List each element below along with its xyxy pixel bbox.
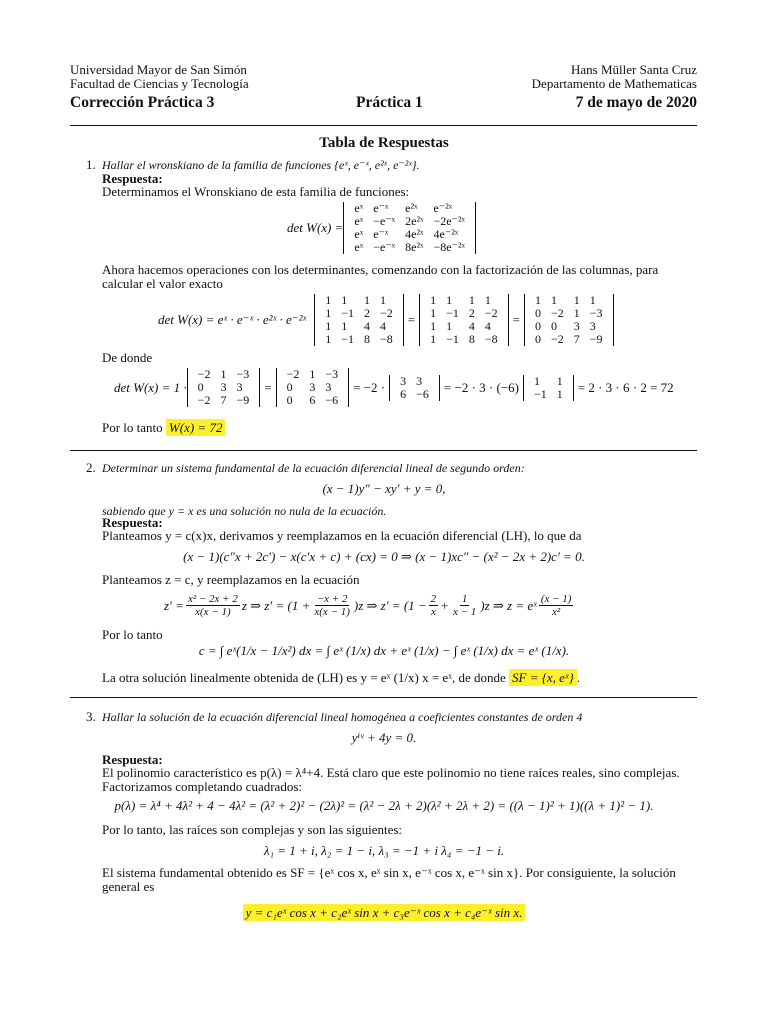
- matrix-cell: 7: [573, 332, 580, 346]
- matrix-cell: 0: [535, 306, 541, 320]
- q2-z-part-b: z ⇒ z′ = (1 +: [241, 597, 311, 613]
- matrix-cell: 2e²ˣ: [405, 214, 424, 228]
- q1-det-label: det W(x) =: [287, 220, 344, 235]
- matrix-cell: 2: [468, 306, 475, 320]
- q1-matrix-d: [187, 368, 261, 407]
- q2-z-frac1: [186, 593, 240, 618]
- q2-z-frac1-den: x(x − 1): [195, 606, 231, 618]
- q2-equation: (x − 1)y″ − xy′ + y = 0,: [322, 481, 446, 496]
- matrix-cell: 4: [484, 319, 491, 333]
- matrix-cell: 8e²ˣ: [405, 240, 424, 254]
- q1-matrix-a: [314, 294, 404, 346]
- q1-rule: [70, 450, 697, 451]
- matrix-cell: 1: [430, 293, 437, 307]
- matrix-cell: 4e⁻²ˣ: [433, 227, 459, 241]
- q3-prompt: Hallar la solución de la ecuación diferencial lineal homogénea a coeficientes constantes de orden 4: [102, 710, 583, 724]
- matrix-cell: 1: [430, 306, 437, 320]
- matrix-cell: 3: [309, 380, 316, 394]
- q1-line4: De donde: [102, 350, 153, 365]
- q2-number: 2.: [86, 460, 96, 475]
- q1-wronski-row: [287, 202, 476, 254]
- date: 7 de mayo de 2020: [575, 94, 697, 111]
- q3-roots: λ₁ = 1 + i, λ₂ = 1 − i, λ₃ = −1 + i λ₄ = −1 − i.: [263, 843, 505, 858]
- matrix-cell: 1: [535, 293, 541, 307]
- q1-coef1: = −2 ·: [353, 379, 386, 395]
- matrix-cell: −2: [551, 306, 564, 320]
- doc-title: Tabla de Respuestas: [319, 135, 449, 151]
- matrix-cell: −e⁻ˣ: [373, 214, 396, 228]
- matrix-cell: 1: [573, 306, 580, 320]
- q1-conclusion-prefix: Por lo tanto: [102, 420, 163, 435]
- q2-final: [102, 670, 580, 686]
- matrix-cell: 1: [468, 293, 475, 307]
- q1-line3: calcular el valor exacto: [102, 276, 223, 291]
- matrix-cell: 0: [197, 380, 204, 394]
- matrix-cell: −2: [484, 306, 498, 320]
- q2-z-equation: [164, 593, 575, 618]
- q1-result-highlight: W(x) = 72: [166, 419, 226, 436]
- matrix-cell: 0: [286, 393, 293, 407]
- matrix-cell: −3: [325, 367, 339, 381]
- matrix-cell: −3: [236, 367, 250, 381]
- q1-reduce-label: det W(x) = 1 ·: [114, 379, 187, 395]
- header-rule: [70, 125, 697, 126]
- q2-z-frac4-num: 1: [461, 593, 468, 605]
- matrix-cell: eˣ: [354, 240, 364, 254]
- matrix-cell: 8: [363, 332, 370, 346]
- department-name: Departamento de Mathematicas: [531, 76, 697, 91]
- matrix-cell: −8: [379, 332, 393, 346]
- left-title: Corrección Práctica 3: [70, 94, 215, 111]
- matrix-cell: −1: [446, 306, 459, 320]
- matrix-cell: 0: [535, 332, 541, 346]
- q1-coef2: = −2 · 3 · (−6): [443, 379, 519, 395]
- matrix-cell: −3: [589, 306, 603, 320]
- q3-line1: El polinomio característico es p(λ) = λ⁴+4. Está claro que este polinomio no tiene raíces reales, sino complejas.: [102, 765, 680, 780]
- q2-z-frac4: [451, 593, 478, 618]
- q3-equation: yⁱᵛ + 4y = 0.: [351, 730, 417, 745]
- q1-number: 1.: [86, 157, 96, 172]
- matrix-cell: −9: [589, 332, 603, 346]
- matrix-cell: 7: [220, 393, 227, 407]
- matrix-cell: 1: [341, 293, 348, 307]
- faculty-name: Facultad de Ciencias y Tecnología: [70, 76, 249, 91]
- matrix-cell: 4: [468, 319, 475, 333]
- matrix-cell: 3: [416, 373, 423, 388]
- matrix-cell: 0: [551, 319, 557, 333]
- matrix-cell: 1: [446, 293, 453, 307]
- matrix-cell: −2e⁻²ˣ: [433, 214, 466, 228]
- matrix-cell: 8: [468, 332, 475, 346]
- matrix-cell: 1: [363, 293, 370, 307]
- matrix-cell: 1: [220, 367, 227, 381]
- matrix-cell: −2: [197, 367, 211, 381]
- q2-answer-label: Respuesta:: [102, 515, 163, 530]
- q1-line2: Ahora hacemos operaciones con los determinantes, comenzando con la factorización de las columnas, para: [102, 262, 659, 277]
- q2-c-equation: c = ∫ eˣ(1/x − 1/x²) dx = ∫ eˣ (1/x) dx + eˣ (1/x) − ∫ eˣ (1/x) dx = eˣ (1/x).: [198, 643, 570, 658]
- q2-z-part-a: z′ =: [164, 597, 184, 613]
- q2-z-frac2: [312, 593, 352, 618]
- q3-number: 3.: [86, 709, 96, 724]
- matrix-cell: −2: [286, 367, 300, 381]
- matrix-cell: −1: [341, 332, 354, 346]
- q2-final-prefix: La otra solución linealmente obtenida de (LH) es y = eˣ (1/x) x = eˣ, de donde: [102, 670, 506, 685]
- q2-z-frac3-den: x: [430, 606, 436, 618]
- q1-factor-label: det W(x) = eˣ · e⁻ˣ · e²ˣ · e⁻²ˣ: [158, 312, 307, 327]
- matrix-cell: eˣ: [354, 214, 364, 228]
- center-title: Práctica 1: [356, 94, 423, 111]
- q2-z-frac5-den: x²: [552, 606, 561, 618]
- matrix-cell: 3: [573, 319, 580, 333]
- q2-z-part-c: )z ⇒ z′ = (1 −: [353, 597, 427, 613]
- matrix-cell: −2: [379, 306, 393, 320]
- university-name: Universidad Mayor de San Simón: [70, 62, 247, 77]
- matrix-cell: 0: [286, 380, 293, 394]
- q1-wronski-matrix: [343, 202, 476, 254]
- matrix-cell: −2: [197, 393, 211, 407]
- matrix-cell: 1: [379, 293, 386, 307]
- matrix-cell: 1: [341, 319, 348, 333]
- q1-factor-row: det W(x) = eˣ · e⁻ˣ · e²ˣ · e⁻²ˣ 1 1 1 1 1 −1 2 −2 1 1 4 4 1 −1 8 −8 = 1 1 1 1 1 −1 2 −2 1 1 4 4 1 −1 8 −8 = 1 1 1 1 0 −2 1 −3 0 0 3 3 0 −2 7 −9: [158, 294, 614, 346]
- q2-z-frac3: [429, 593, 439, 618]
- q1-matrix-e: [276, 368, 350, 407]
- q3-line4: El sistema fundamental obtenido es SF = {eˣ cos x, eˣ sin x, e⁻ˣ cos x, e⁻ˣ sin x}. Por consiguiente, la solución: [102, 865, 676, 880]
- matrix-cell: 1: [430, 319, 437, 333]
- q2-result-highlight: SF = {x, eˣ}: [509, 669, 577, 686]
- q2-final-suffix: .: [576, 670, 581, 685]
- q3-line2: Factorizamos completando cuadrados:: [102, 779, 302, 794]
- matrix-cell: 6: [400, 386, 407, 401]
- q2-rule: [70, 697, 697, 698]
- matrix-cell: e⁻²ˣ: [433, 201, 453, 215]
- matrix-cell: −1: [341, 306, 354, 320]
- q2-prompt: Determinar un sistema fundamental de la ecuación diferencial lineal de segundo orden:: [102, 461, 525, 475]
- matrix-cell: 1: [589, 293, 596, 307]
- q2-z-part-d: +: [440, 597, 449, 613]
- matrix-cell: 1: [446, 319, 453, 333]
- matrix-cell: 3: [236, 380, 243, 394]
- matrix-cell: 1: [573, 293, 580, 307]
- matrix-cell: eˣ: [354, 201, 364, 215]
- matrix-cell: eˣ: [354, 227, 364, 241]
- matrix-cell: −1: [446, 332, 459, 346]
- q2-line2: Planteamos z = c, y reemplazamos en la ecuación: [102, 572, 360, 587]
- matrix-cell: 1: [325, 306, 332, 320]
- matrix-cell: 3: [589, 319, 596, 333]
- q1-matrix-g: [523, 375, 574, 401]
- matrix-cell: 1: [556, 373, 563, 388]
- matrix-cell: e²ˣ: [405, 201, 418, 215]
- matrix-cell: 1: [484, 293, 491, 307]
- q1-matrix-f: [389, 375, 440, 401]
- q1-answer-label: Respuesta:: [102, 171, 163, 186]
- matrix-cell: −6: [416, 386, 429, 401]
- q2-z-part-e: )z ⇒ z = eˣ: [480, 597, 537, 613]
- q1-matrix-c: [524, 294, 614, 346]
- matrix-cell: 2: [363, 306, 370, 320]
- matrix-cell: 3: [400, 373, 407, 388]
- q2-z-frac1-num: x² − 2x + 2: [187, 593, 238, 605]
- matrix-cell: 1: [309, 367, 316, 381]
- matrix-cell: 1: [556, 386, 563, 401]
- matrix-cell: 1: [430, 332, 437, 346]
- q1-reduce-row: det W(x) = 1 · −2 1 −3 0 3 3 −2 7 −9 = −2 1 −3 0 3 3 0 6 −6 = −2 · 3 3 6 −6 = −2 · 3 · (−6) 1 1 −1 1 = 2 · 3 · 6 · 2 = 72: [114, 368, 678, 407]
- q2-z-frac2-den: x(x − 1): [314, 606, 350, 618]
- matrix-cell: 4: [379, 319, 386, 333]
- matrix-cell: 4: [363, 319, 370, 333]
- q2-line1: Planteamos y = c(x)x, derivamos y reemplazamos en la ecuación diferencial (LH), lo que da: [102, 528, 582, 543]
- q1-conclusion: [102, 420, 225, 436]
- matrix-cell: 4e²ˣ: [405, 227, 424, 241]
- matrix-cell: 3: [220, 380, 227, 394]
- matrix-cell: e⁻ˣ: [373, 201, 389, 215]
- matrix-cell: e⁻ˣ: [373, 227, 389, 241]
- q2-z-frac4-den: x − 1: [452, 606, 477, 618]
- matrix-cell: 1: [551, 293, 557, 307]
- q2-line3: Por lo tanto: [102, 627, 163, 642]
- q2-z-frac3-num: 2: [430, 593, 437, 605]
- matrix-cell: −6: [325, 393, 339, 407]
- matrix-cell: 1: [325, 319, 332, 333]
- q3-line3: Por lo tanto, las raíces son complejas y son las siguientes:: [102, 822, 403, 837]
- q3-factor-eq: p(λ) = λ⁴ + 4λ² + 4 − 4λ² = (λ² + 2)² − (2λ)² = (λ² − 2λ + 2)(λ² + 2λ + 2) = ((λ − 1)² + 1)((λ + 1)² − 1).: [114, 798, 654, 813]
- q3-answer-label: Respuesta:: [102, 752, 163, 767]
- matrix-cell: −1: [533, 386, 547, 401]
- matrix-cell: 1: [533, 373, 540, 388]
- q2-given: sabiendo que y = x es una solución no nula de la ecuación.: [102, 504, 387, 518]
- matrix-cell: −9: [236, 393, 250, 407]
- matrix-cell: −e⁻ˣ: [373, 240, 396, 254]
- q3-solution-highlight: y = c₁eˣ cos x + c₂eˣ sin x + c₃e⁻ˣ cos x + c₄e⁻ˣ sin x.: [243, 904, 526, 921]
- author-name: Hans Müller Santa Cruz: [570, 62, 697, 77]
- q2-eq2: (x − 1)(c″x + 2c′) − x(c′x + c) + (cx) = 0 ⇒ (x − 1)xc″ − (x² − 2x + 2)c′ = 0.: [183, 549, 585, 564]
- matrix-cell: 3: [325, 380, 332, 394]
- q3-line5: general es: [102, 879, 155, 894]
- q2-z-frac5: [539, 593, 574, 618]
- matrix-cell: 1: [325, 293, 332, 307]
- q2-z-frac2-num: −x + 2: [316, 593, 348, 605]
- q1-prompt: Hallar el wronskiano de la familia de funciones {eˣ, e⁻ˣ, e²ˣ, e⁻²ˣ}.: [102, 158, 420, 172]
- q1-matrix-b: [419, 294, 509, 346]
- matrix-cell: −2: [551, 332, 564, 346]
- matrix-cell: −8: [484, 332, 498, 346]
- matrix-cell: 0: [535, 319, 541, 333]
- q1-result-tail: = 2 · 3 · 6 · 2 = 72: [577, 379, 674, 395]
- q1-line1: Determinamos el Wronskiano de esta familia de funciones:: [102, 184, 410, 199]
- q3-solution: [0, 905, 768, 921]
- matrix-cell: 6: [309, 393, 316, 407]
- matrix-cell: 1: [325, 332, 332, 346]
- q2-z-frac5-num: (x − 1): [540, 593, 572, 605]
- matrix-cell: −8e⁻²ˣ: [433, 240, 466, 254]
